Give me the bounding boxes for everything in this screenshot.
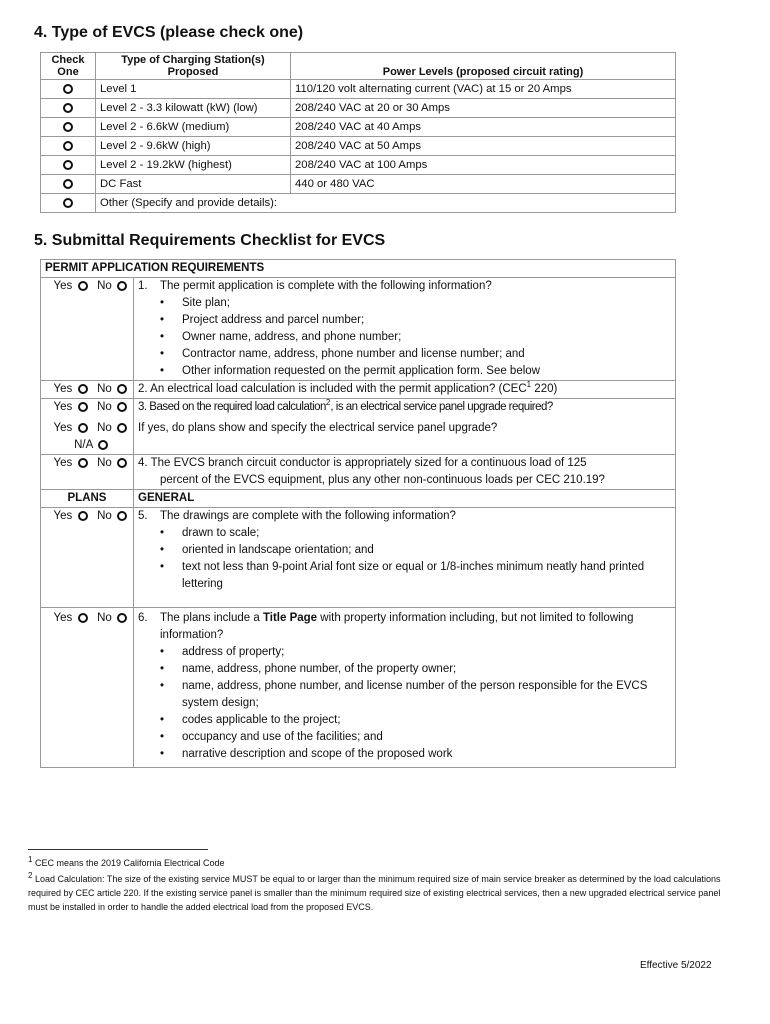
power-cell: 440 or 480 VAC — [291, 175, 676, 194]
item-text-tail: 220) — [531, 383, 558, 395]
footnote-text: Load Calculation: The size of the existing service MUST be equal to or larger than the minimum required size of main service breaker as determined by the load calculations required by CEC article 220. If the existing service panel is smaller than the minimum required size of existing electrical services, then a new upgraded electrical service panel must be installed in order to handle the added electrical load from the proposed EVCS. — [28, 874, 721, 912]
footnote-1 — [28, 856, 740, 870]
power-cell: 208/240 VAC at 50 Amps — [291, 137, 676, 156]
item-text-tail: , is an electrical service panel upgrade required? — [330, 401, 553, 413]
footnote-ref: 2 — [325, 398, 331, 408]
list-item: • name, address, phone number, and license number of the person responsible for the EVCS system design; — [160, 678, 671, 712]
yes-label: Yes — [53, 612, 73, 624]
no-radio[interactable] — [117, 613, 127, 623]
no-radio[interactable] — [117, 423, 127, 433]
effective-date: Effective 5/2022 — [640, 960, 712, 971]
list-item: • name, address, phone number, of the property owner; — [160, 661, 671, 678]
no-radio[interactable] — [117, 511, 127, 521]
evcs-type-table — [40, 52, 676, 213]
table-row — [41, 137, 676, 156]
yes-radio[interactable] — [78, 458, 88, 468]
general-header: GENERAL — [134, 490, 676, 508]
no-label: No — [97, 383, 112, 395]
permit-requirements-header: PERMIT APPLICATION REQUIREMENTS — [41, 260, 676, 278]
no-label: No — [97, 612, 112, 624]
other-specify-field[interactable]: Other (Specify and provide details): — [96, 194, 676, 213]
type-cell: Level 2 - 3.3 kilowatt (kW) (low) — [96, 99, 291, 118]
list-item: • drawn to scale; — [160, 525, 671, 542]
footnote-ref: 1 — [526, 380, 532, 390]
checklist-item-4 — [41, 455, 676, 490]
col-type: Type of Charging Station(s) Proposed — [96, 53, 291, 80]
yes-label: Yes — [53, 422, 73, 434]
no-radio[interactable] — [117, 281, 127, 291]
item-number: 5. — [138, 510, 148, 522]
item-text: The drawings are complete with the following information? — [160, 510, 456, 522]
list-item: • Project address and parcel number; — [160, 312, 671, 329]
power-cell: 208/240 VAC at 100 Amps — [291, 156, 676, 175]
no-label: No — [97, 280, 112, 292]
submittal-checklist-table — [40, 259, 676, 768]
no-label: No — [97, 401, 112, 413]
table-row — [41, 194, 676, 213]
list-item: • oriented in landscape orientation; and — [160, 542, 671, 559]
checklist-item-6 — [41, 608, 676, 768]
title-page-emphasis: Title Page — [262, 612, 318, 624]
section-5-title: 5. Submittal Requirements Checklist for EVCS — [34, 232, 386, 249]
table-row — [41, 118, 676, 137]
footnote-number: 1 — [28, 855, 33, 864]
table-row — [41, 80, 676, 99]
item-number: 1. — [138, 280, 148, 292]
yes-radio[interactable] — [78, 423, 88, 433]
item-text-tail: with property information including, but not limited to following information? — [160, 612, 634, 641]
item-text: The plans include a — [160, 612, 263, 624]
footnote-number: 2 — [28, 871, 33, 880]
power-cell: 208/240 VAC at 20 or 30 Amps — [291, 99, 676, 118]
table-row — [41, 156, 676, 175]
no-radio[interactable] — [117, 384, 127, 394]
radio-level-2-highest[interactable] — [63, 160, 73, 170]
power-cell: 208/240 VAC at 40 Amps — [291, 118, 676, 137]
list-item: • address of property; — [160, 644, 671, 661]
col-power: Power Levels (proposed circuit rating) — [291, 53, 676, 80]
yes-label: Yes — [53, 510, 73, 522]
type-cell: Level 2 - 19.2kW (highest) — [96, 156, 291, 175]
type-cell: Level 2 - 6.6kW (medium) — [96, 118, 291, 137]
item-text: 2. An electrical load calculation is included with the permit application? (CEC — [138, 383, 527, 395]
yes-radio[interactable] — [78, 613, 88, 623]
table-row — [41, 99, 676, 118]
radio-other[interactable] — [63, 198, 73, 208]
footnote-2 — [28, 872, 740, 914]
item-text: 4. The EVCS branch circuit conductor is appropriately sized for a continuous load of 125 — [138, 457, 587, 469]
radio-level-2-low[interactable] — [63, 103, 73, 113]
yes-radio[interactable] — [78, 281, 88, 291]
list-item: • occupancy and use of the facilities; and — [160, 729, 671, 746]
list-item: • Other information requested on the permit application form. See below — [160, 363, 671, 380]
yes-radio[interactable] — [78, 384, 88, 394]
item-subquestion: If yes, do plans show and specify the electrical service panel upgrade? — [138, 422, 498, 434]
yes-label: Yes — [53, 401, 73, 413]
plans-header: PLANS — [41, 490, 134, 508]
yes-label: Yes — [53, 457, 73, 469]
na-radio[interactable] — [98, 440, 108, 450]
no-radio[interactable] — [117, 402, 127, 412]
type-cell: Level 1 — [96, 80, 291, 99]
footnote-divider — [28, 849, 208, 850]
list-item: • Site plan; — [160, 295, 671, 312]
no-label: No — [97, 510, 112, 522]
item-text-cont: percent of the EVCS equipment, plus any other non-continuous loads per CEC 210.19? — [160, 474, 605, 486]
radio-level-2-high[interactable] — [63, 141, 73, 151]
list-item: • narrative description and scope of the proposed work — [160, 746, 671, 763]
no-label: No — [97, 457, 112, 469]
no-label: No — [97, 422, 112, 434]
yes-radio[interactable] — [78, 511, 88, 521]
list-item: • Owner name, address, and phone number; — [160, 329, 671, 346]
item-text: 3. Based on the required load calculation — [138, 401, 326, 413]
radio-level-2-medium[interactable] — [63, 122, 73, 132]
checklist-item-5 — [41, 508, 676, 608]
list-item: • text not less than 9-point Arial font size or equal or 1/8-inches minimum neatly hand printed lettering — [160, 559, 671, 593]
type-cell: Level 2 - 9.6kW (high) — [96, 137, 291, 156]
yes-label: Yes — [53, 383, 73, 395]
yes-radio[interactable] — [78, 402, 88, 412]
na-label: N/A — [74, 439, 93, 451]
item-text: The permit application is complete with the following information? — [160, 280, 492, 292]
table-row — [41, 175, 676, 194]
yes-label: Yes — [53, 280, 73, 292]
section-4-title: 4. Type of EVCS (please check one) — [34, 24, 304, 41]
type-cell: DC Fast — [96, 175, 291, 194]
item-number: 6. — [138, 612, 148, 624]
radio-level-1[interactable] — [63, 84, 73, 94]
list-item: • Contractor name, address, phone number and license number; and — [160, 346, 671, 363]
power-cell: 110/120 volt alternating current (VAC) at 15 or 20 Amps — [291, 80, 676, 99]
list-item: • codes applicable to the project; — [160, 712, 671, 729]
col-check: Check One — [41, 53, 96, 80]
checklist-item-1 — [41, 278, 676, 381]
checklist-item-2 — [41, 381, 676, 399]
no-radio[interactable] — [117, 458, 127, 468]
footnote-text: CEC means the 2019 California Electrical Code — [32, 858, 225, 868]
radio-dc-fast[interactable] — [63, 179, 73, 189]
checklist-item-3 — [41, 399, 676, 455]
